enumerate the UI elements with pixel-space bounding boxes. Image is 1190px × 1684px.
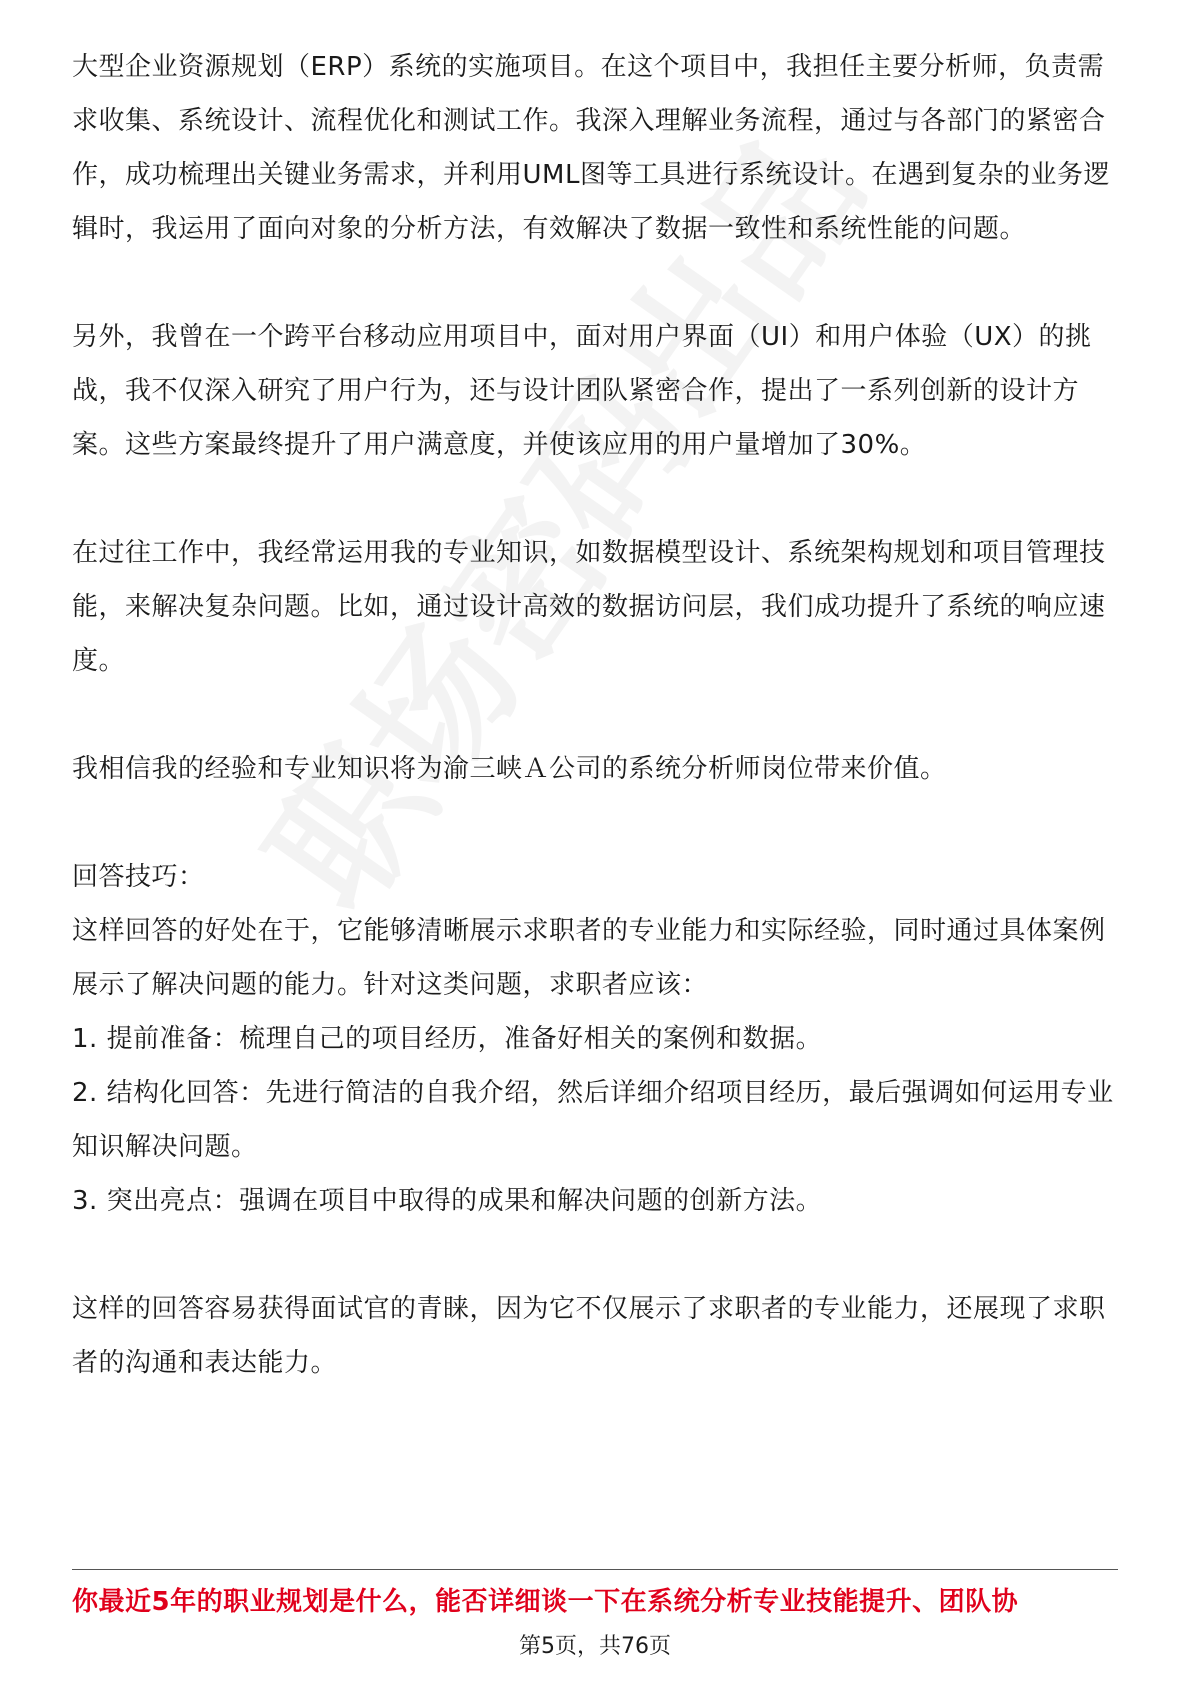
tip-item-2: 2. 结构化回答：先进行简洁的自我介绍，然后详细介绍项目经历，最后强调如何运用专业知识解决问题。 [72,1078,1114,1162]
paragraph-professional-skills: 在过往工作中，我经常运用我的专业知识，如数据模型设计、系统架构规划和项目管理技能，来解决复杂问题。比如，通过设计高效的数据访问层，我们成功提升了系统的响应速度。 [72,538,1106,676]
tips-intro: 这样回答的好处在于，它能够清晰展示求职者的专业能力和实际经验，同时通过具体案例展示了解决问题的能力。针对这类问题，求职者应该： [72,916,1106,1000]
paragraph-value-statement: 我相信我的经验和专业知识将为渝三峡Ａ公司的系统分析师岗位带来价值。 [72,754,947,784]
next-question-heading: 你最近5年的职业规划是什么，能否详细谈一下在系统分析专业技能提升、团队协 [72,1587,1019,1617]
section-divider [72,1569,1118,1570]
closing-paragraph: 这样的回答容易获得面试官的青睐，因为它不仅展示了求职者的专业能力，还展现了求职者的沟通和表达能力。 [72,1294,1106,1378]
paragraph-erp-project: 大型企业资源规划（ERP）系统的实施项目。在这个项目中，我担任主要分析师，负责需求收集、系统设计、流程优化和测试工作。我深入理解业务流程，通过与各部门的紧密合作，成功梳理出关键业务需求，并利用UML图等工具进行系统设计。在遇到复杂的业务逻辑时，我运用了面向对象的分析方法，有效解决了数据一致性和系统性能的问题。 [72,52,1110,244]
spacer [72,472,1118,526]
page-number-footer: 第5页，共76页 [519,1634,671,1659]
tips-heading: 回答技巧： [72,862,205,892]
spacer [72,688,1118,742]
tip-item-1: 1. 提前准备：梳理自己的项目经历，准备好相关的案例和数据。 [72,1024,823,1054]
spacer [72,1228,1118,1282]
tip-item-3: 3. 突出亮点：强调在项目中取得的成果和解决问题的创新方法。 [72,1186,823,1216]
document-body [72,40,1118,1390]
spacer [72,796,1118,850]
paragraph-mobile-app-project: 另外，我曾在一个跨平台移动应用项目中，面对用户界面（UI）和用户体验（UX）的挑战，我不仅深入研究了用户行为，还与设计团队紧密合作，提出了一系列创新的设计方案。这些方案最终提升了用户满意度，并使该应用的用户量增加了30%。 [72,322,1092,460]
spacer [72,256,1118,310]
